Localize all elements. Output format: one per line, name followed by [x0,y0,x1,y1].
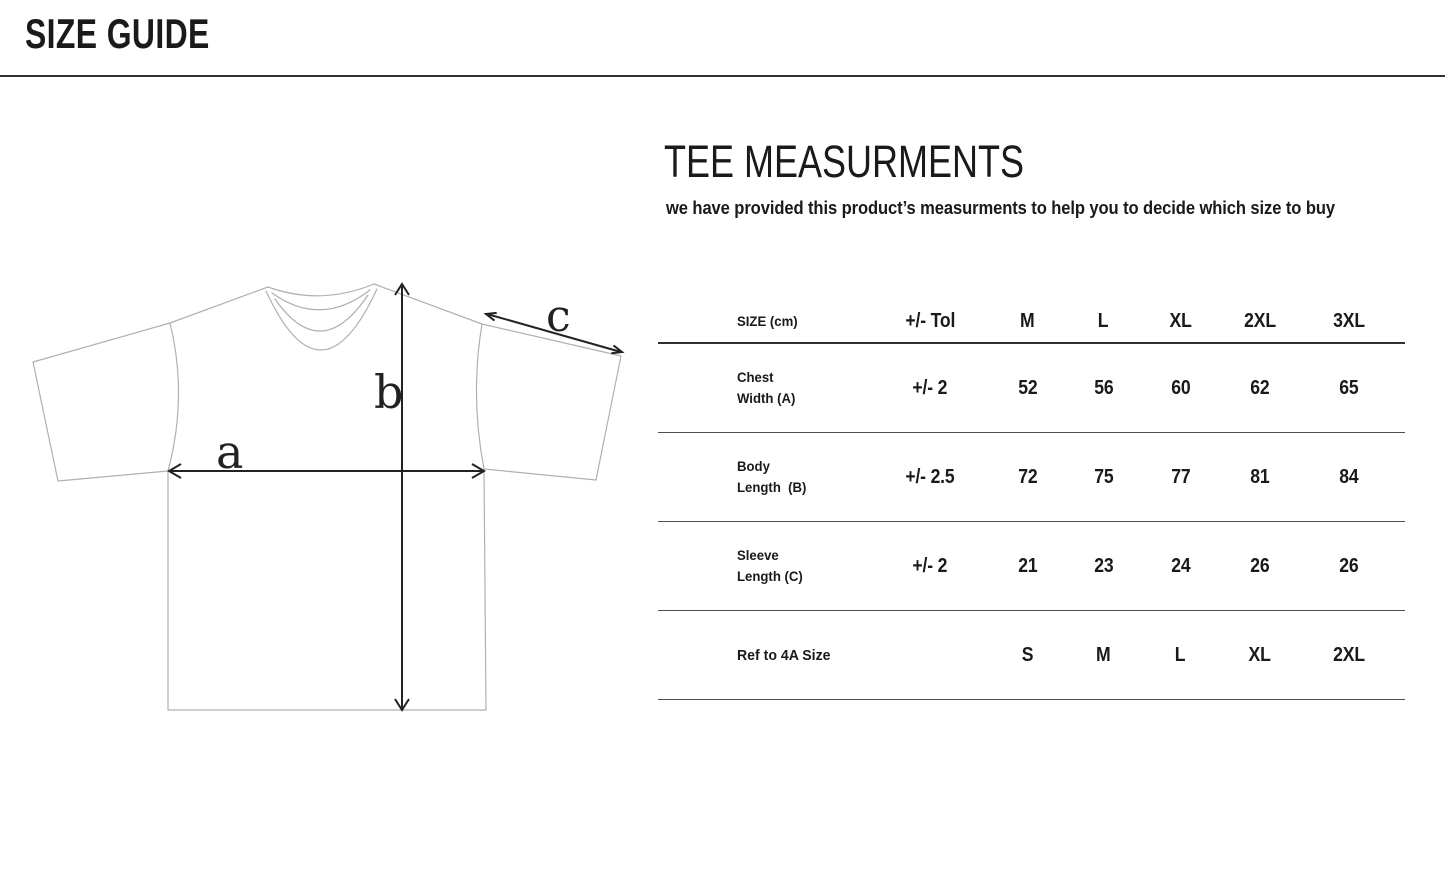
row-label-cell [658,344,870,432]
value-3xl: 84 [1339,465,1359,488]
value-cell [1301,344,1397,432]
value-cell [1065,433,1142,521]
value-2xl: 26 [1250,554,1270,577]
value-cell [1142,522,1219,610]
value-cell [1301,611,1397,699]
row-label-line2: Length (B) [737,479,807,495]
shirt-left-armhole-seam [168,323,179,471]
value-m: 52 [1017,376,1038,399]
section-heading: TEE MEASURMENTS [664,136,1025,187]
value-cell [1219,522,1301,610]
page-title: SIZE GUIDE [25,10,210,57]
row-label-line1: Ref to 4A Size [737,646,831,664]
row-label-line1: Chest [737,369,774,385]
collar-back-edge [268,284,374,296]
section-subheading: we have provided this product’s measurments to help you to decide which size to buy [666,198,1335,218]
tolerance-cell [870,611,990,699]
column-header-2xl-label: 2XL [1244,309,1276,332]
value-cell [1301,433,1397,521]
shirt-right-armhole-seam [476,324,484,469]
column-header-tol-label: +/- Tol [905,309,955,332]
value-m: S [1021,643,1034,666]
value-cell [1065,611,1142,699]
value-3xl: 26 [1339,554,1359,577]
value-cell [1301,522,1397,610]
tolerance-value: +/- 2.5 [905,465,955,488]
value-l: M [1096,643,1111,666]
tolerance-cell [870,433,990,521]
value-cell [1219,344,1301,432]
column-header-2xl [1219,300,1301,342]
value-cell [990,344,1065,432]
size-table [658,300,1405,700]
dim-label-b: b [374,365,404,419]
value-cell [990,522,1065,610]
row-label-line1: Sleeve [737,547,779,563]
dim-label-a: a [216,425,244,479]
table-header-row [658,300,1405,344]
value-xl: 77 [1170,465,1191,488]
shirt-right-shoulder-sleeve [374,284,621,480]
value-cell [1142,433,1219,521]
table-row-ref-size [658,611,1405,700]
column-header-l [1065,300,1142,342]
value-xl: 60 [1170,376,1191,399]
tee-diagram-svg [0,0,650,888]
table-row-body-length [658,433,1405,522]
table-row-chest-width [658,344,1405,433]
shirt-body [168,469,486,710]
column-header-size-label: SIZE (cm) [737,313,798,329]
value-l: 56 [1093,376,1114,399]
column-header-3xl [1301,300,1397,342]
column-header-size [658,300,870,342]
value-2xl: 81 [1250,465,1270,488]
tolerance-cell [870,344,990,432]
column-header-m-label: M [1020,309,1035,332]
value-2xl: XL [1248,643,1272,666]
value-xl: 24 [1170,554,1191,577]
value-3xl: 65 [1339,376,1359,399]
row-label-line1: Body [737,458,770,474]
value-cell [990,433,1065,521]
tee-diagram [0,0,650,888]
row-label-line2: Width (A) [737,390,796,406]
value-cell [1142,344,1219,432]
column-header-l-label: L [1098,309,1109,332]
value-xl: L [1175,643,1186,666]
column-header-3xl-label: 3XL [1333,309,1365,332]
table-row-sleeve-length [658,522,1405,611]
row-label-cell [658,433,870,521]
value-cell [1142,611,1219,699]
column-header-m [990,300,1065,342]
value-m: 72 [1017,465,1038,488]
value-l: 75 [1093,465,1114,488]
value-cell [1065,522,1142,610]
value-cell [1065,344,1142,432]
column-header-xl [1142,300,1219,342]
column-header-xl-label: XL [1169,309,1192,332]
value-cell [990,611,1065,699]
row-label-cell [658,522,870,610]
column-header-tol [870,300,990,342]
dim-label-c: c [546,291,571,342]
tolerance-value: +/- 2 [912,376,948,399]
value-l: 23 [1093,554,1114,577]
row-label-line2: Length (C) [737,568,803,584]
tolerance-cell [870,522,990,610]
value-2xl: 62 [1250,376,1270,399]
tolerance-value: +/- 2 [912,554,948,577]
value-cell [1219,611,1301,699]
value-cell [1219,433,1301,521]
row-label-cell [658,611,870,699]
value-m: 21 [1017,554,1038,577]
value-3xl: 2XL [1333,643,1365,666]
collar-front-outer-edge [266,289,377,350]
